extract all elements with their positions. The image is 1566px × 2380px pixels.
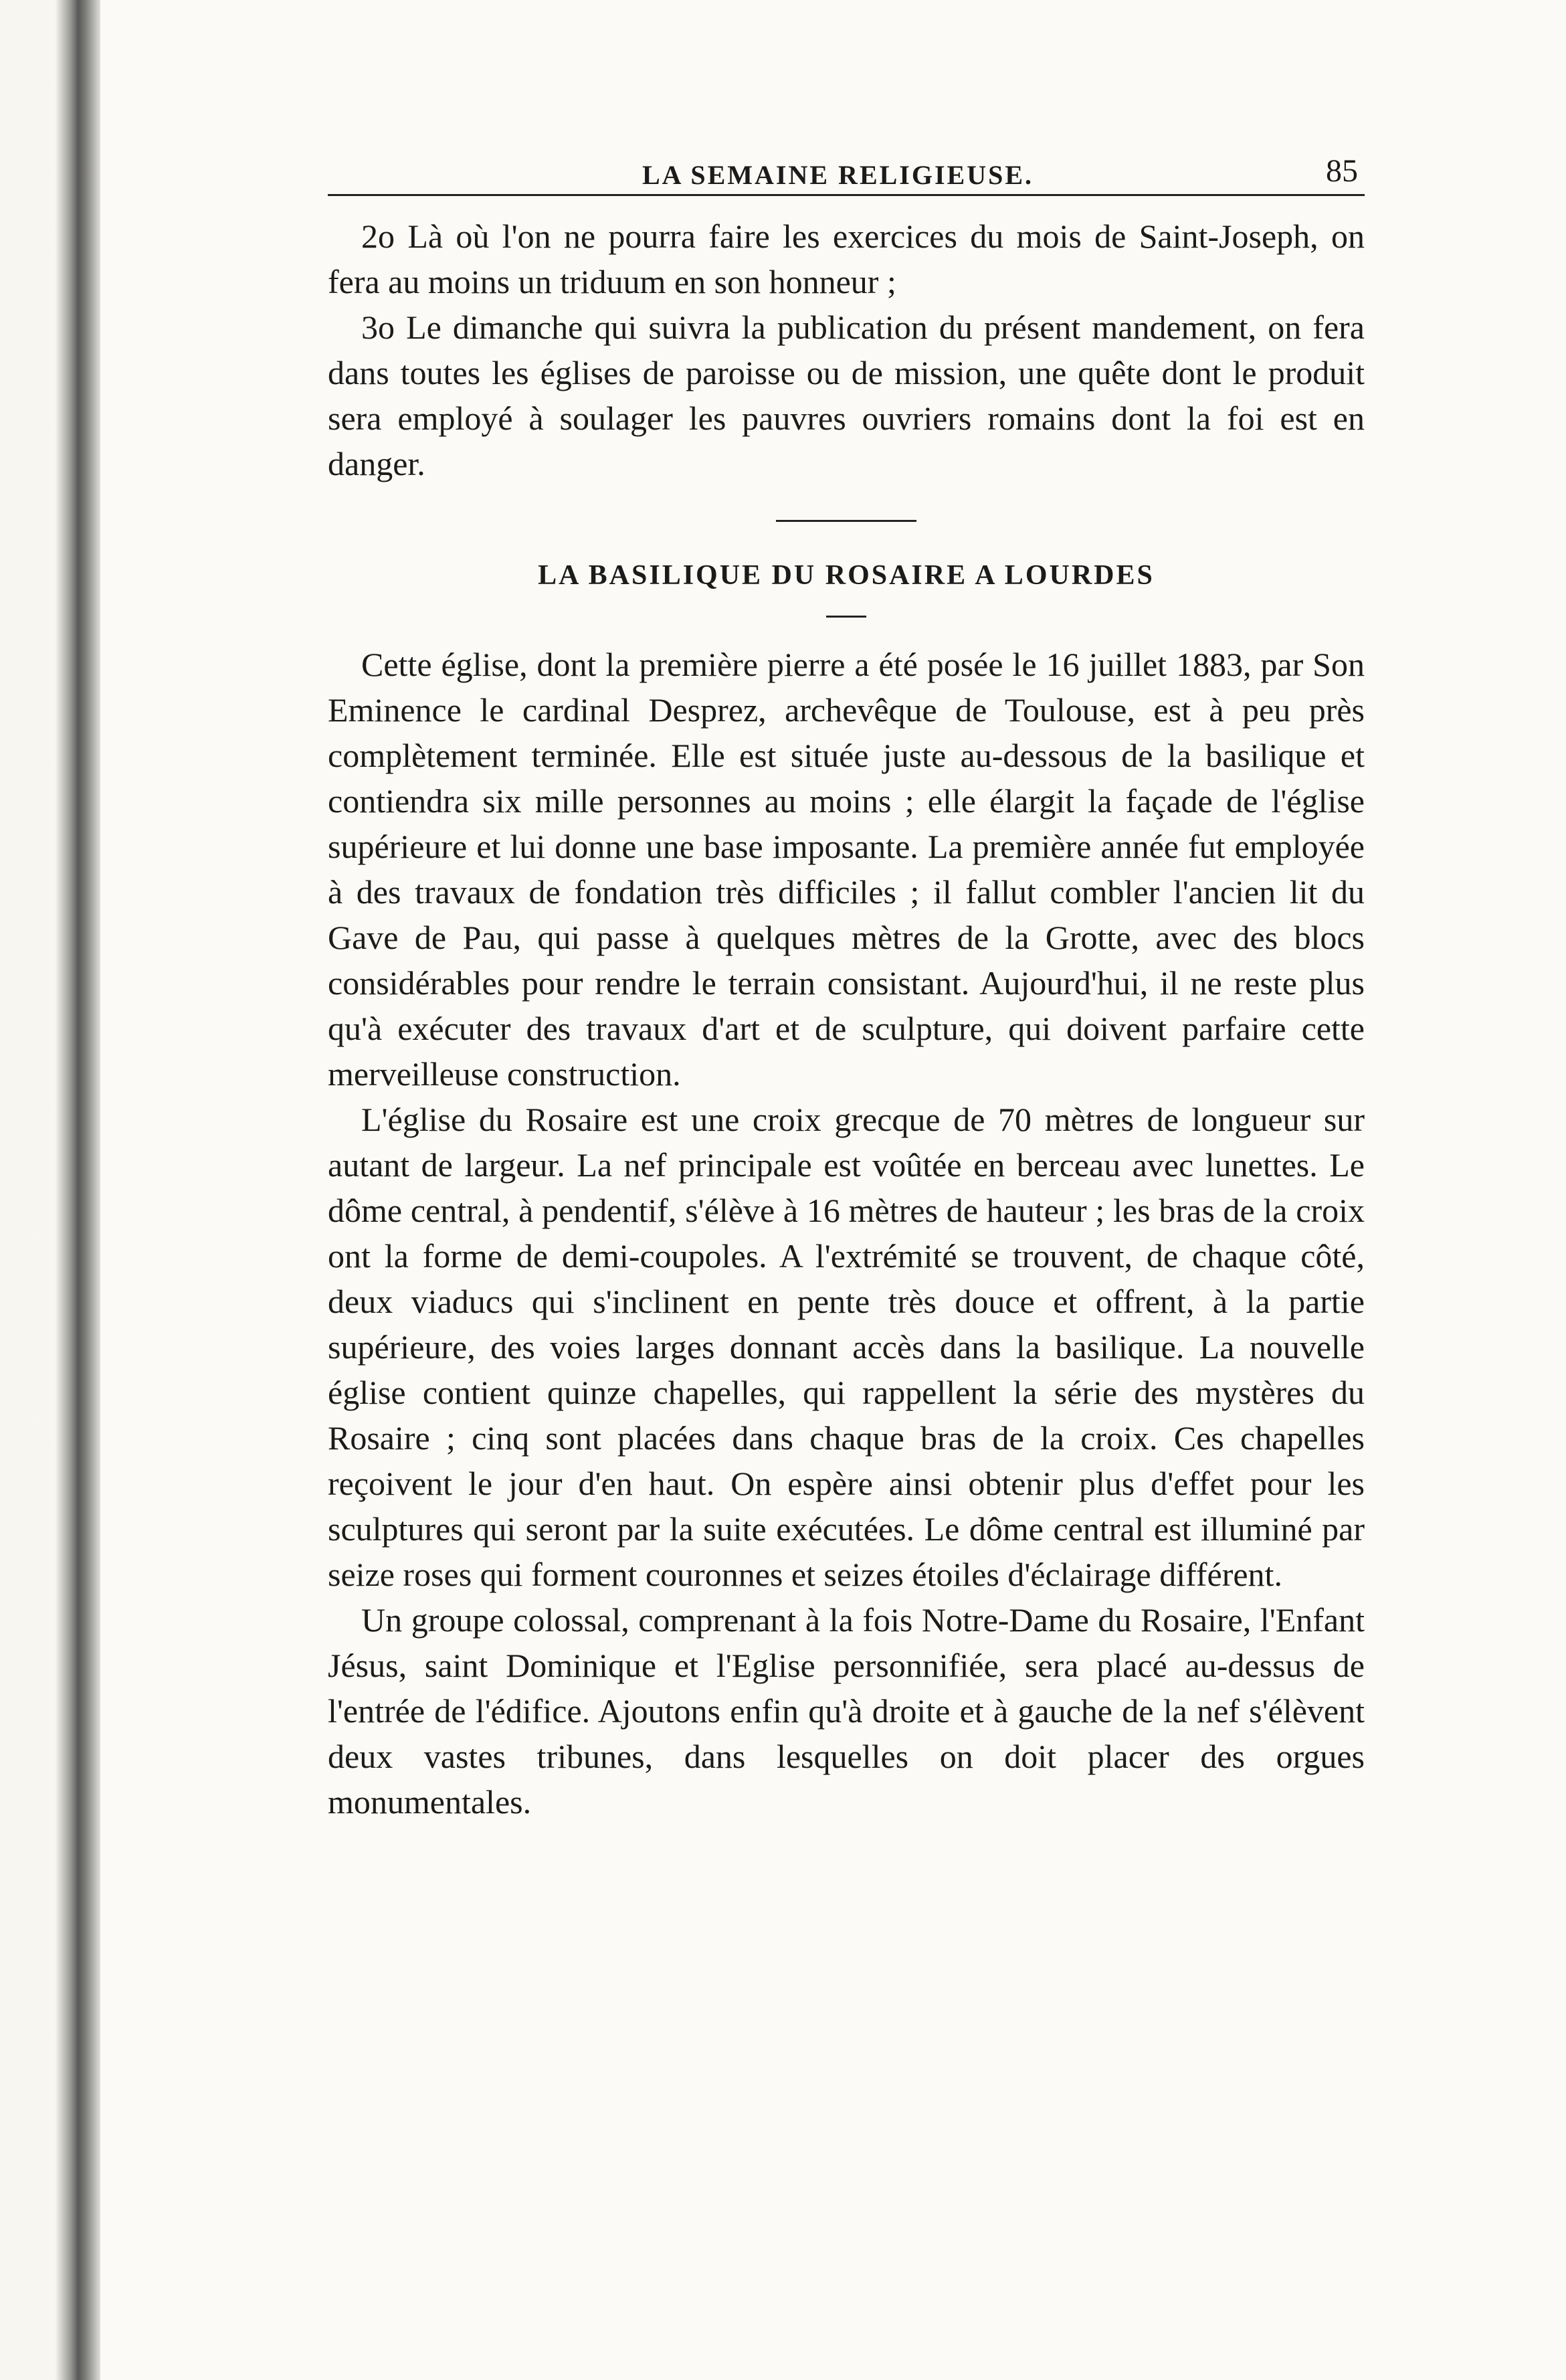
intro-item-2: 2o Là où l'on ne pourra faire les exercices du mois de Saint-Joseph, on fera au moins un triduum en son honneur ;: [328, 217, 1365, 300]
running-title: LA SEMAINE RELIGIEUSE.: [642, 160, 1034, 190]
article-paragraph-3: Un groupe colossal, comprenant à la fois Notre-Dame du Rosaire, l'Enfant Jésus, saint Dominique et l'Eglise personnifiée, sera placé au-dessus de l'entrée de l'édifice. Ajoutons enfin qu'à droite et à gauche de la nef s'élèvent deux vastes tribunes, dans lesquelles on doit placer des orgues monumentales.: [328, 1601, 1365, 1821]
article-paragraph-2: L'église du Rosaire est une croix grecque de 70 mètres de longueur sur autant de largeur. La nef principale est voûtée en berceau avec lunettes. Le dôme central, à pendentif, s'élève à 16 mètres de hauteur ; les bras de la croix ont la forme de demi-coupoles. A l'extrémité se trouvent, de chaque côté, deux viaducs qui s'inclinent en pente très douce et offrent, à la partie supérieure, des voies larges donnant accès dans la basilique. La nouvelle église contient quinze chapelles, qui rappellent la série des mystères du Rosaire ; cinq sont placées dans chaque bras de la croix. Ces chapelles reçoivent le jour d'en haut. On espère ainsi obtenir plus d'effet pour les sculptures qui seront par la suite exécutées. Le dôme central est illuminé par seize roses qui forment couronnes et seizes étoiles d'éclairage différent.: [328, 1101, 1365, 1593]
article-title: LA BASILIQUE DU ROSAIRE A LOURDES: [538, 560, 1155, 591]
intro-item-3: 3o Le dimanche qui suivra la publication du présent mandement, on fera dans toutes les églises de paroisse ou de mission, une quête dont le produit sera employé à soulager les pauvres ouvriers romains dont la foi est en danger.: [328, 308, 1365, 482]
page-binding-edge: [0, 0, 100, 2380]
document-page: [328, 141, 1365, 1825]
page-number: 85: [1326, 153, 1358, 189]
running-header: [328, 141, 1365, 196]
article-paragraph-1: Cette église, dont la première pierre a été posée le 16 juillet 1883, par Son Eminence le cardinal Desprez, archevêque de Toulouse, est à peu près complètement terminée. Elle est située juste au-dessous de la basilique et contiendra six mille personnes au moins ; elle élargit la façade de l'église supérieure et lui donne une base imposante. La première année fut employée à des travaux de fondation très difficiles ; il fallut combler l'ancien lit du Gave de Pau, qui passe à quelques mètres de la Grotte, avec des blocs considérables pour rendre le terrain consistant. Aujourd'hui, il ne reste plus qu'à exécuter des travaux d'art et de sculpture, qui doivent parfaire cette merveilleuse construction.: [328, 646, 1365, 1093]
